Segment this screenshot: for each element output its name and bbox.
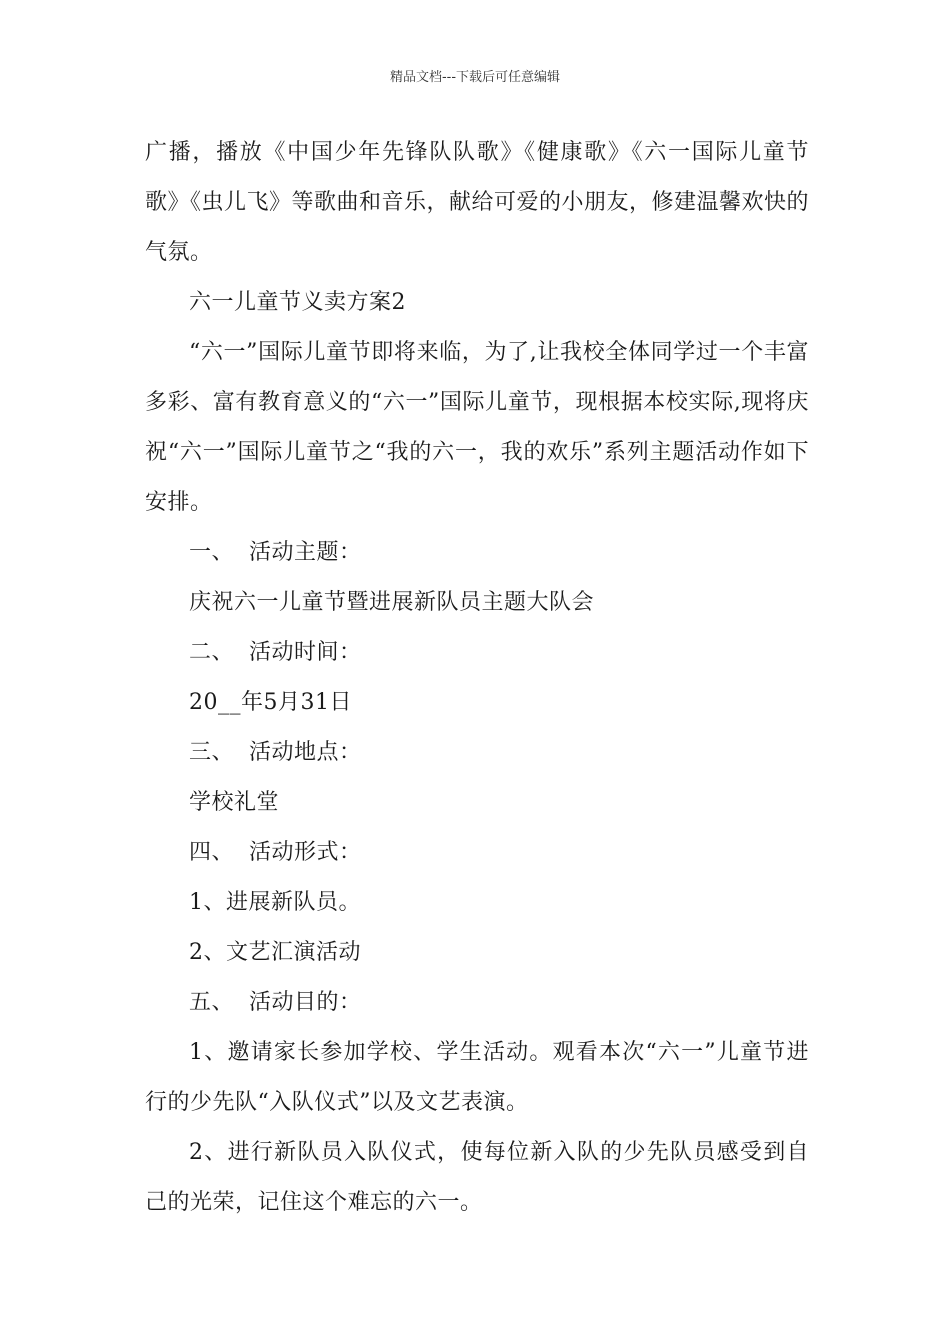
paragraph: 广播，播放《中国少年先锋队队歌》《健康歌》《六一国际儿童节歌》《虫儿飞》等歌曲和音乐，献给可爱的小朋友，修建温馨欢快的气氛。 bbox=[145, 140, 810, 265]
page-header: 精品文档---下载后可任意编辑 bbox=[389, 70, 561, 85]
activity-form-item: 2、文艺汇演活动 bbox=[189, 940, 361, 965]
document-body bbox=[145, 128, 809, 1228]
heading-activity-purpose: 五、 活动目的： bbox=[189, 990, 362, 1015]
activity-form-item: 1、进展新队员。 bbox=[189, 890, 361, 915]
heading-activity-form: 四、 活动形式： bbox=[189, 840, 362, 865]
activity-purpose-item: 1、邀请家长参加学校、学生活动。观看本次“六一”儿童节进行的少先队“入队仪式”以及文艺表演。 bbox=[145, 1040, 809, 1115]
heading-activity-place: 三、 活动地点： bbox=[189, 740, 362, 765]
activity-purpose-item: 2、进行新队员入队仪式，使每位新入队的少先队员感受到自己的光荣，记住这个难忘的六一。 bbox=[145, 1140, 809, 1215]
heading-activity-time: 二、 活动时间： bbox=[189, 640, 362, 665]
activity-theme-value: 庆祝六一儿童节暨进展新队员主题大队会 bbox=[189, 590, 595, 615]
activity-place-value: 学校礼堂 bbox=[189, 790, 280, 815]
section-title: 六一儿童节义卖方案2 bbox=[189, 290, 406, 315]
activity-time-value: 20__年5月31日 bbox=[189, 690, 352, 715]
paragraph: “六一”国际儿童节即将来临，为了,让我校全体同学过一个丰富多彩、富有教育意义的“六一”国际儿童节，现根据本校实际,现将庆祝“六一”国际儿童节之“我的六一，我的欢乐”系列主题活动作如下安排。 bbox=[145, 340, 809, 515]
heading-activity-theme: 一、 活动主题： bbox=[189, 540, 362, 565]
